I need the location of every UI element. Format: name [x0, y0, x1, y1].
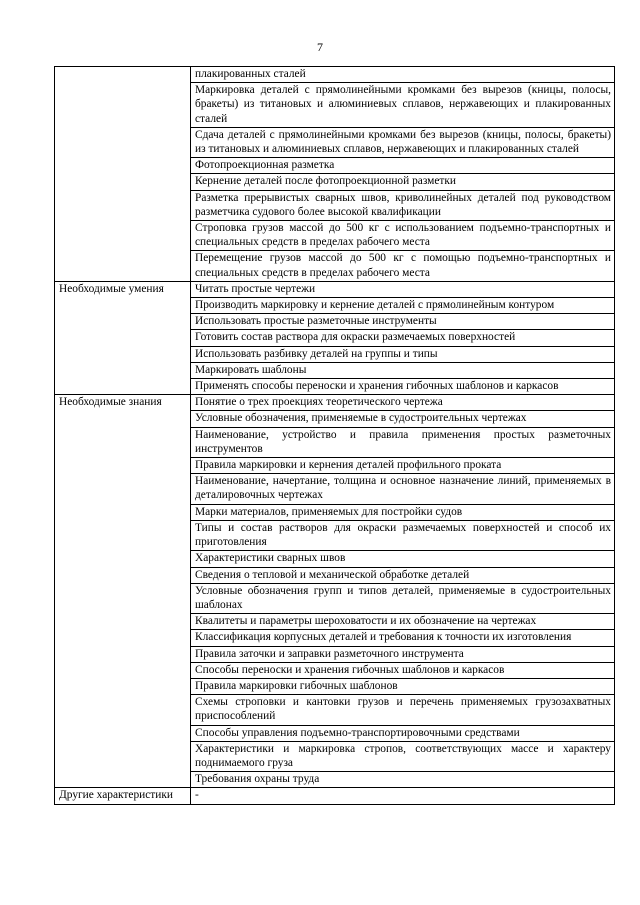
requirement-item: - [191, 788, 615, 804]
requirement-item: Маркировка деталей с прямолинейными кромками без вырезов (кницы, полосы, бракеты) из титановых и алюминиевых сплавов, нержавеющих и плакированных сталей [191, 83, 615, 128]
section-label: Необходимые знания [55, 395, 191, 788]
requirement-item: Понятие о трех проекциях теоретического чертежа [191, 395, 615, 411]
section-label [55, 67, 191, 282]
requirement-item: Разметка прерывистых сварных швов, криволинейных деталей под руководством разметчика судового более высокой квалификации [191, 190, 615, 220]
requirement-item: Использовать разбивку деталей на группы и типы [191, 346, 615, 362]
requirement-item: Характеристики и маркировка стропов, соответствующих массе и характеру поднимаемого груза [191, 741, 615, 771]
requirement-item: Кернение деталей после фотопроекционной разметки [191, 174, 615, 190]
section-label: Другие характеристики [55, 788, 191, 804]
table-row [55, 788, 615, 804]
requirement-item: Готовить состав раствора для окраски размечаемых поверхностей [191, 330, 615, 346]
requirements-table [54, 66, 615, 805]
requirement-item: Правила маркировки гибочных шаблонов [191, 678, 615, 694]
requirement-item: Условные обозначения групп и типов деталей, применяемые в судостроительных шаблонах [191, 583, 615, 613]
requirement-item: Фотопроекционная разметка [191, 158, 615, 174]
requirement-item: Способы переноски и хранения гибочных шаблонов и каркасов [191, 662, 615, 678]
requirement-item: Сдача деталей с прямолинейными кромками без вырезов (кницы, полосы, бракеты) из титановых и алюминиевых сплавов, нержавеющих и плакированных сталей [191, 127, 615, 157]
requirement-item: Марки материалов, применяемых для постройки судов [191, 504, 615, 520]
requirement-item: Строповка грузов массой до 500 кг с использованием подъемно-транспортных и специальных средств в пределах рабочего места [191, 221, 615, 251]
requirement-item: Квалитеты и параметры шероховатости и их обозначение на чертежах [191, 614, 615, 630]
requirement-item: Наименование, начертание, толщина и основное назначение линий, применяемых в деталировочных чертежах [191, 474, 615, 504]
requirement-item: Правила заточки и заправки разметочного инструмента [191, 646, 615, 662]
requirement-item: Маркировать шаблоны [191, 362, 615, 378]
requirement-item: Использовать простые разметочные инструменты [191, 314, 615, 330]
requirement-item: Условные обозначения, применяемые в судостроительных чертежах [191, 411, 615, 427]
page-number: 7 [317, 40, 323, 54]
requirement-item: Перемещение грузов массой до 500 кг с помощью подъемно-транспортных и специальных средств в пределах рабочего места [191, 251, 615, 281]
section-label: Необходимые умения [55, 281, 191, 394]
requirement-item: плакированных сталей [191, 67, 615, 83]
requirement-item: Требования охраны труда [191, 772, 615, 788]
table-row [55, 395, 615, 411]
requirement-item: Правила маркировки и кернения деталей профильного проката [191, 458, 615, 474]
requirement-item: Классификация корпусных деталей и требования к точности их изготовления [191, 630, 615, 646]
table-row [55, 67, 615, 83]
requirement-item: Наименование, устройство и правила применения простых разметочных инструментов [191, 427, 615, 457]
requirement-item: Способы управления подъемно-транспортировочными средствами [191, 725, 615, 741]
requirement-item: Сведения о тепловой и механической обработке деталей [191, 567, 615, 583]
requirement-item: Применять способы переноски и хранения гибочных шаблонов и каркасов [191, 379, 615, 395]
requirement-item: Схемы строповки и кантовки грузов и перечень применяемых грузозахватных приспособлений [191, 695, 615, 725]
requirement-item: Производить маркировку и кернение деталей с прямолинейным контуром [191, 298, 615, 314]
requirement-item: Читать простые чертежи [191, 281, 615, 297]
requirement-item: Типы и состав растворов для окраски размечаемых поверхностей и способ их приготовления [191, 520, 615, 550]
table-row [55, 281, 615, 297]
requirement-item: Характеристики сварных швов [191, 551, 615, 567]
